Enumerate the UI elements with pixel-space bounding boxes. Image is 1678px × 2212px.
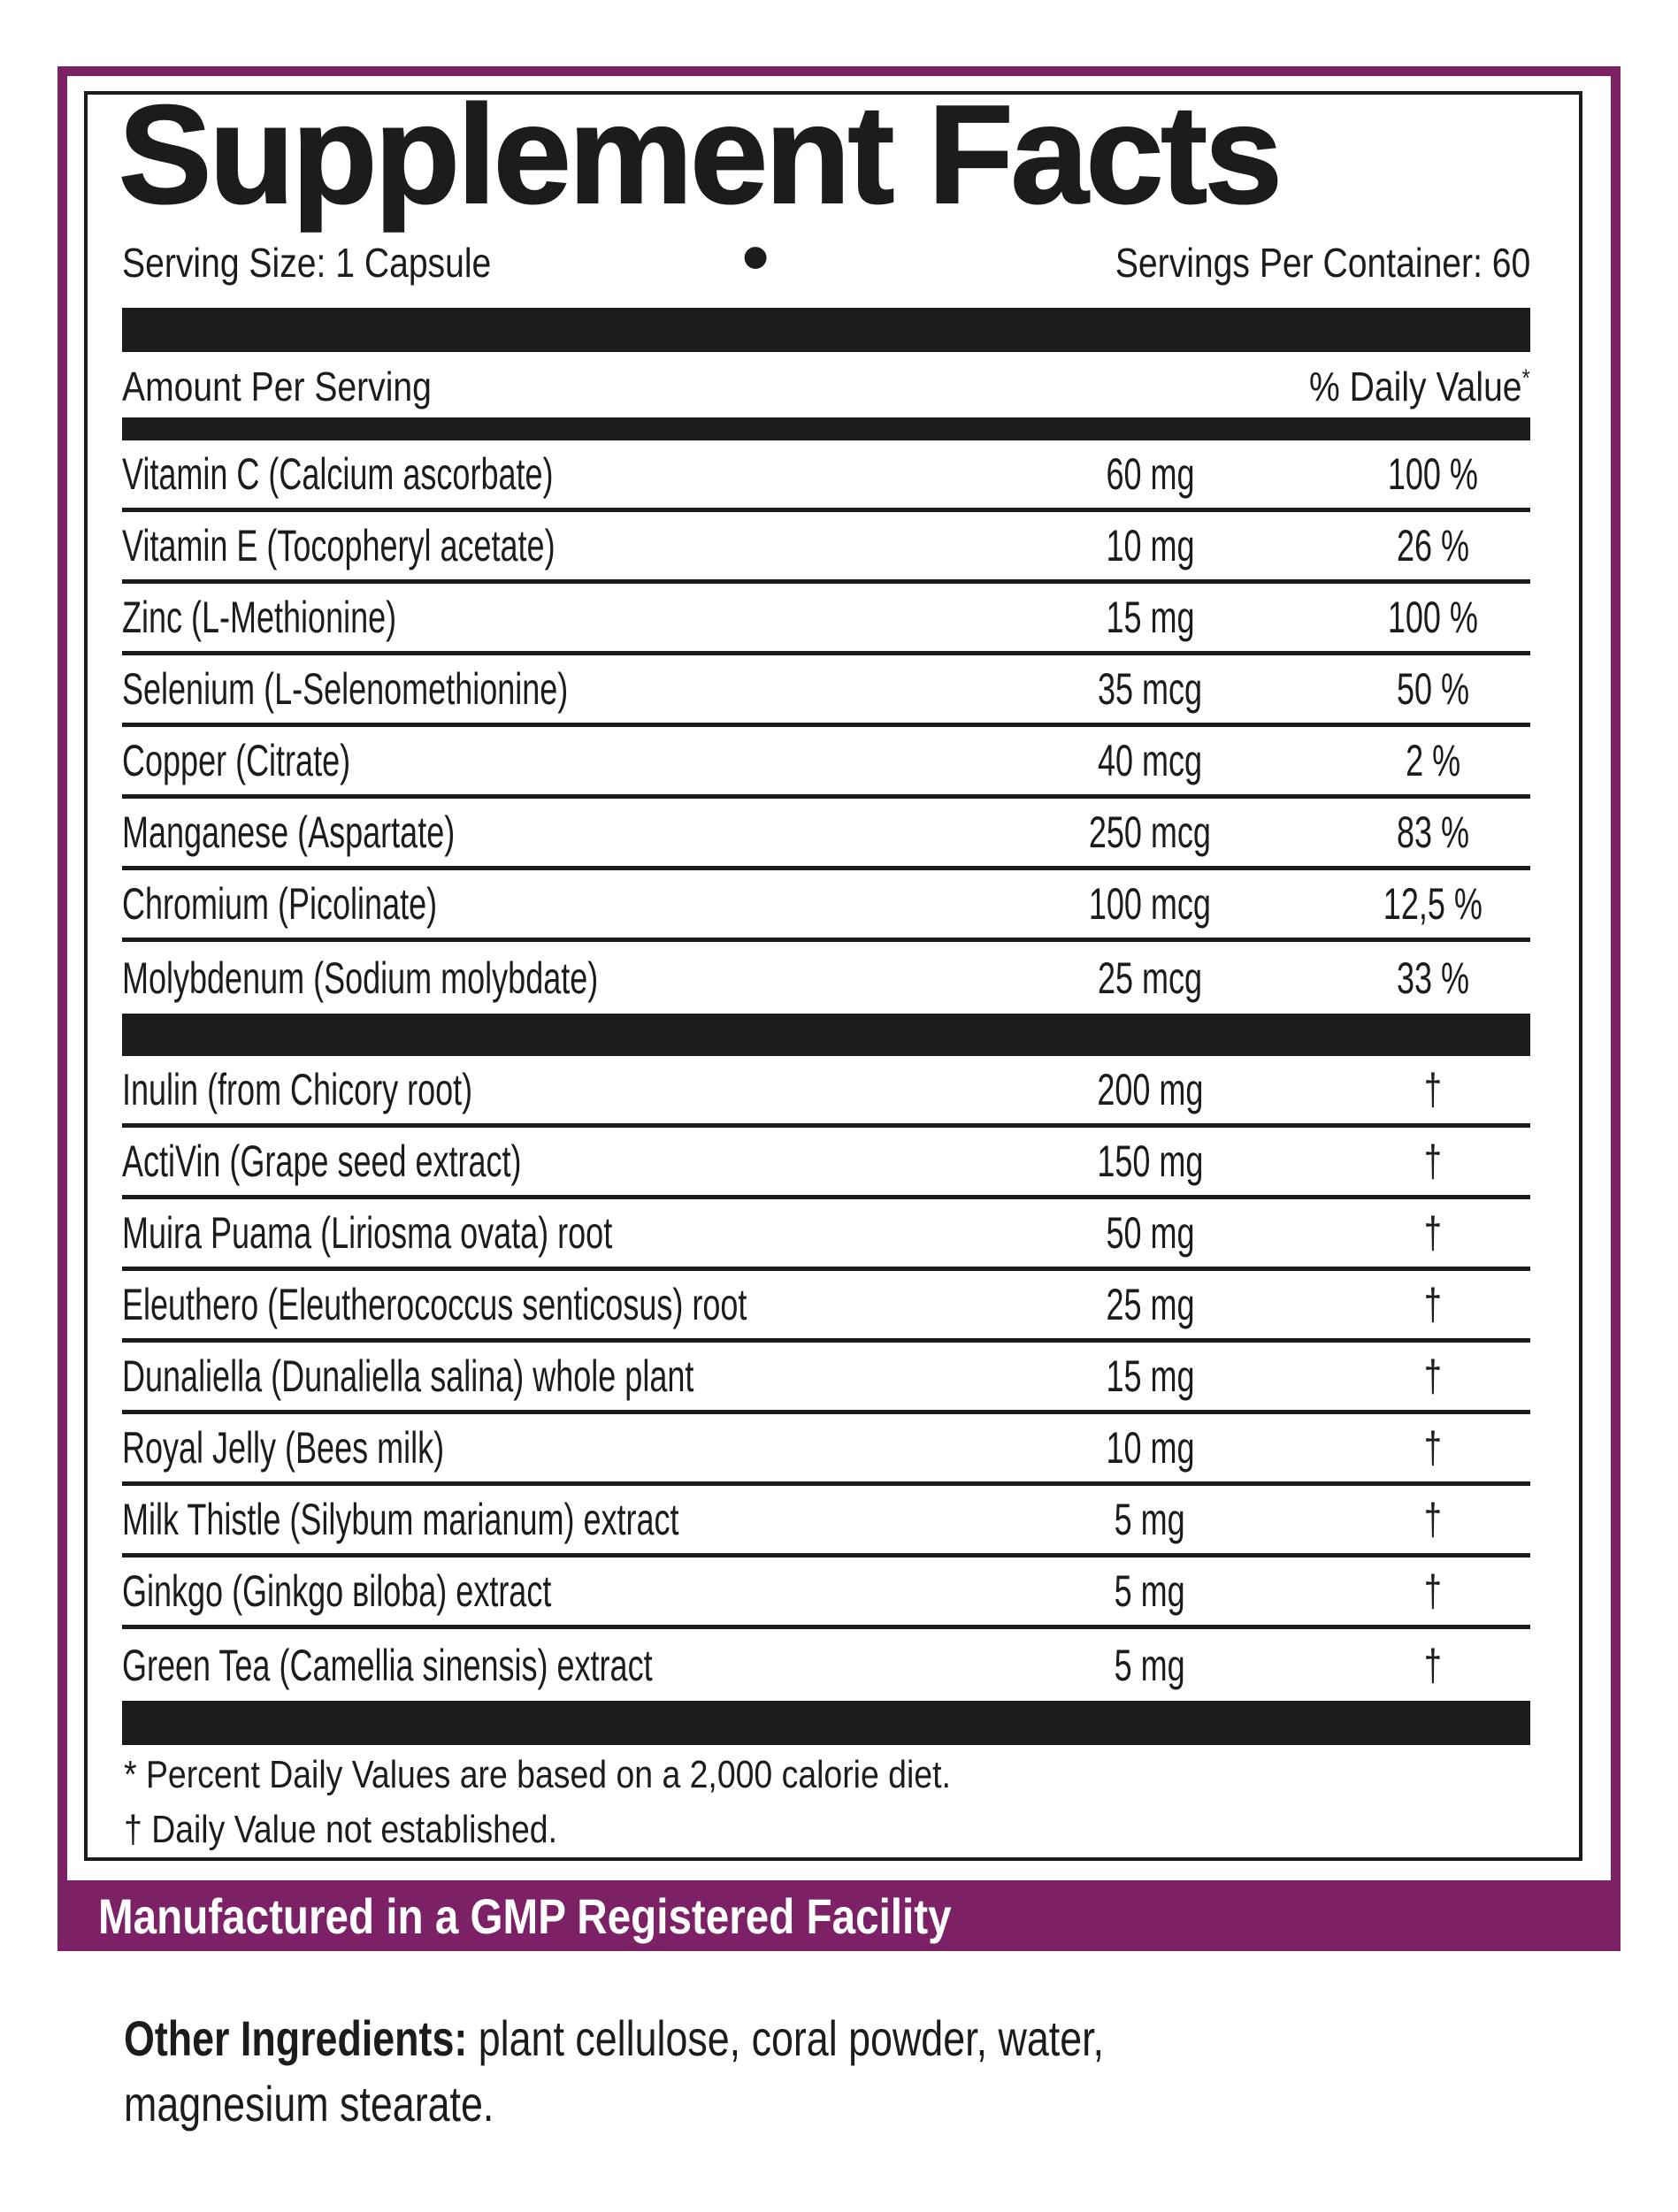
ingredient-daily-value: † [1423,1351,1443,1401]
divider-bar-header [122,417,1530,440]
amount-per-serving-header: Amount Per Serving [122,364,432,409]
ingredient-amount: 35 mcg [1097,664,1203,714]
ingredient-daily-value: † [1423,1065,1443,1114]
ingredient-daily-value: † [1423,1137,1443,1186]
page-title: Supplement Facts [119,77,1280,233]
ingredient-amount: 25 mcg [1097,953,1203,1003]
ingredient-name: Manganese (Aspartate) [122,807,456,857]
ingredient-daily-value: 100 % [1387,593,1479,642]
ingredient-amount: 5 mg [1114,1640,1186,1690]
table-row [122,1558,1530,1629]
ingredient-name: Chromium (Picolinate) [122,879,438,929]
ingredient-name: Inulin (from Chicory root) [122,1065,473,1114]
ingredient-name: Dunaliella (Dunaliella salina) whole plant [122,1351,694,1401]
other-ingredients-text: Other Ingredients: plant cellulose, coral powder, water, magnesium stearate. [124,2010,1104,2132]
ingredient-amount: 250 mcg [1088,807,1212,857]
table-row [122,870,1530,942]
ingredient-name: Green Tea (Camellia sinensis) extract [122,1640,653,1690]
divider-bar-top [122,308,1530,352]
ingredient-name: Ginkgo (Ginkgo вiloba) extract [122,1566,552,1616]
bullet-separator-icon: • [741,212,770,302]
table-row [122,440,1530,512]
ingredient-amount: 150 mg [1096,1137,1204,1186]
ingredient-name: Zinc (L-Methionine) [122,593,397,642]
table-row [122,584,1530,655]
ingredient-name: Vitamin C (Calcium ascorbate) [122,449,554,499]
serving-info-row [122,212,1530,302]
servings-per-container-text: Servings Per Container: 60 [1115,240,1530,286]
ingredient-amount: 15 mg [1105,1351,1195,1401]
ingredient-daily-value: † [1423,1280,1443,1329]
other-ingredients-label: Other Ingredients: [124,2010,468,2066]
gmp-banner-text: Manufactured in a GMP Registered Facility [98,1887,952,1944]
ingredient-daily-value: 12,5 % [1383,879,1483,929]
divider-bar-bottom [122,1701,1530,1745]
ingredient-name: Selenium (L-Selenomethionine) [122,664,569,714]
ingredient-daily-value: 26 % [1396,521,1470,570]
ingredient-daily-value: 83 % [1396,807,1470,857]
table-row [122,1056,1530,1128]
footnote-asterisk: * Percent Daily Values are based on a 2,000 calorie diet. [124,1753,951,1796]
table-row [122,1271,1530,1343]
ingredient-daily-value: 100 % [1387,449,1479,499]
ingredient-name: Eleuthero (Eleutherococcus senticosus) root [122,1280,747,1329]
ingredient-amount: 60 mg [1105,449,1195,499]
ingredient-amount: 15 mg [1105,593,1195,642]
nutrients-table-section-botanicals [122,1056,1530,1701]
table-row [122,1199,1530,1271]
divider-bar-middle [122,1014,1530,1056]
footnote-dagger: † Daily Value not established. [124,1808,557,1851]
ingredient-amount: 50 mg [1105,1208,1195,1258]
ingredient-amount: 10 mg [1105,1423,1195,1473]
ingredient-amount: 100 mcg [1088,879,1212,929]
serving-size-text: Serving Size: 1 Capsule [122,240,492,286]
footnotes [124,1748,1097,1857]
ingredient-name: Molybdenum (Sodium molybdate) [122,953,599,1003]
table-row [122,1486,1530,1558]
ingredient-name: Vitamin E (Tocopheryl acetate) [122,521,556,570]
ingredient-name: Milk Thistle (Silybum marianum) extract [122,1495,679,1544]
ingredient-daily-value: 33 % [1396,953,1470,1003]
table-row [122,1629,1530,1701]
ingredient-daily-value: † [1423,1566,1443,1616]
ingredient-name: Muira Puama (Liriosma ovata) root [122,1208,613,1258]
ingredient-amount: 40 mcg [1097,736,1203,785]
daily-value-header: % Daily Value* [1309,364,1530,409]
ingredient-daily-value: 50 % [1396,664,1470,714]
other-ingredients [124,2006,1349,2137]
ingredient-daily-value: † [1423,1640,1443,1690]
ingredient-amount: 5 mg [1114,1495,1186,1544]
ingredient-daily-value: 2 % [1405,736,1461,785]
gmp-banner [57,1880,1621,1951]
table-row [122,1414,1530,1486]
ingredient-name: Royal Jelly (Bees milk) [122,1423,445,1473]
daily-value-asterisk: * [1521,364,1530,392]
table-row [122,655,1530,727]
table-row [122,727,1530,799]
ingredient-amount: 200 mg [1096,1065,1204,1114]
table-row [122,799,1530,870]
ingredient-amount: 5 mg [1114,1566,1186,1616]
table-row [122,942,1530,1014]
table-row [122,512,1530,584]
ingredient-name: Copper (Citrate) [122,736,351,785]
table-header-row [122,356,1530,417]
ingredient-daily-value: † [1423,1423,1443,1473]
ingredient-amount: 25 mg [1105,1280,1195,1329]
table-row [122,1128,1530,1199]
ingredient-amount: 10 mg [1105,521,1195,570]
nutrients-table-section-vitamins [122,440,1530,1014]
ingredient-daily-value: † [1423,1495,1443,1544]
table-row [122,1343,1530,1414]
ingredient-daily-value: † [1423,1208,1443,1258]
ingredient-name: ActiVin (Grape seed extract) [122,1137,522,1186]
